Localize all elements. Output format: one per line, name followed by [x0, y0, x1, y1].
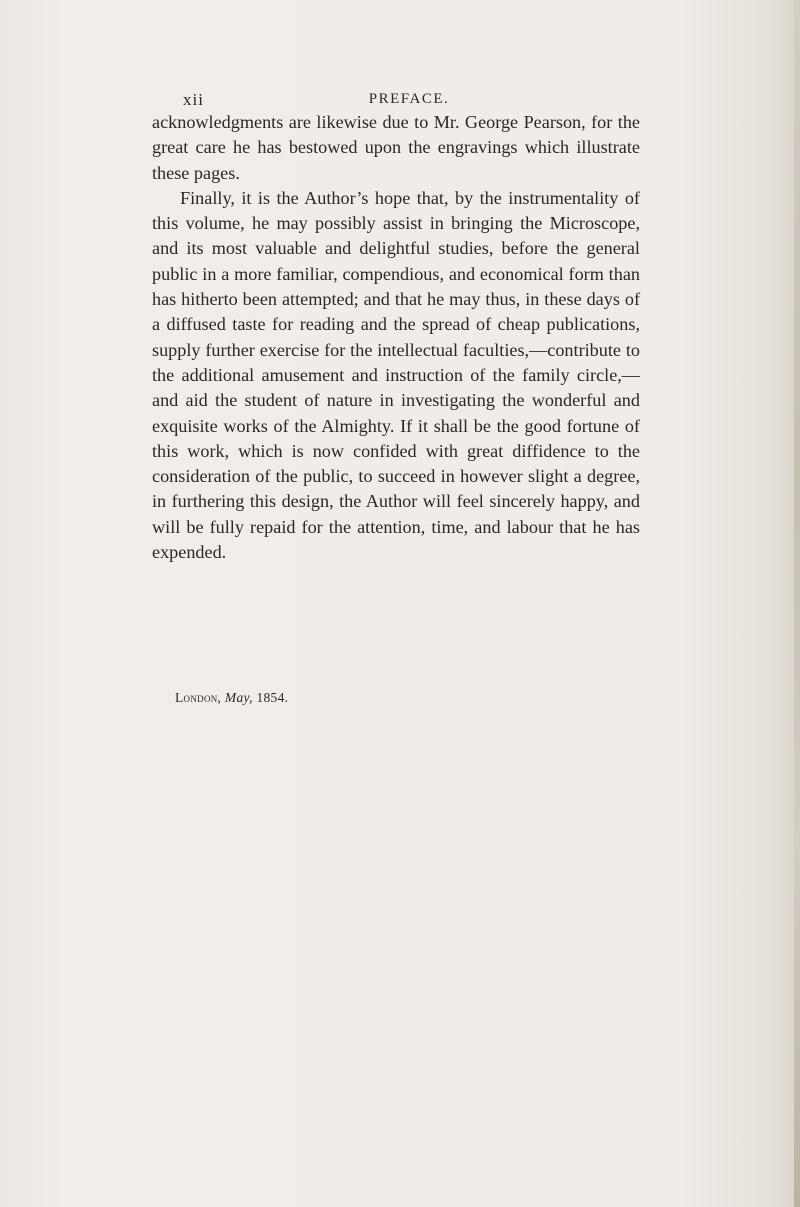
- page-number: xii: [183, 90, 204, 109]
- paragraph-finally: Finally, it is the Author’s hope that, by the instrumentality of this volume, he may possibly assist in bringing the Microscope, and its most valuable and delightful studies, before the general public in a more familiar, compendious, and economical form than has hitherto been attempted; and that he may thus, in these days of a diffused taste for reading and the spread of cheap publications, supply further exercise for the intellectual faculties,—contribute to the additional amusement and instruction of the family circle,—and aid the student of nature in investigating the wonderful and exquisite works of the Almighty. If it shall be the good fortune of this work, which is now confided with great diffidence to the consideration of the public, to succeed in however slight a degree, in furthering this design, the Author will feel sincerely happy, and will be fully repaid for the attention, time, and labour that he has expended.: [152, 187, 640, 563]
- paragraph-acknowledgments: acknowledgments are likewise due to Mr. George Pearson, for the great care he has bestowed upon the engravings which illustrate these pages.: [152, 112, 640, 183]
- signature-month: May,: [224, 690, 253, 705]
- preface-body: [152, 110, 640, 565]
- page-edge-shadow: [794, 0, 800, 1207]
- signature-place: London,: [175, 690, 222, 705]
- signature-line: [175, 690, 288, 706]
- running-title: PREFACE.: [368, 91, 450, 107]
- page-header: [183, 90, 635, 112]
- signature-year: 1854.: [256, 690, 289, 705]
